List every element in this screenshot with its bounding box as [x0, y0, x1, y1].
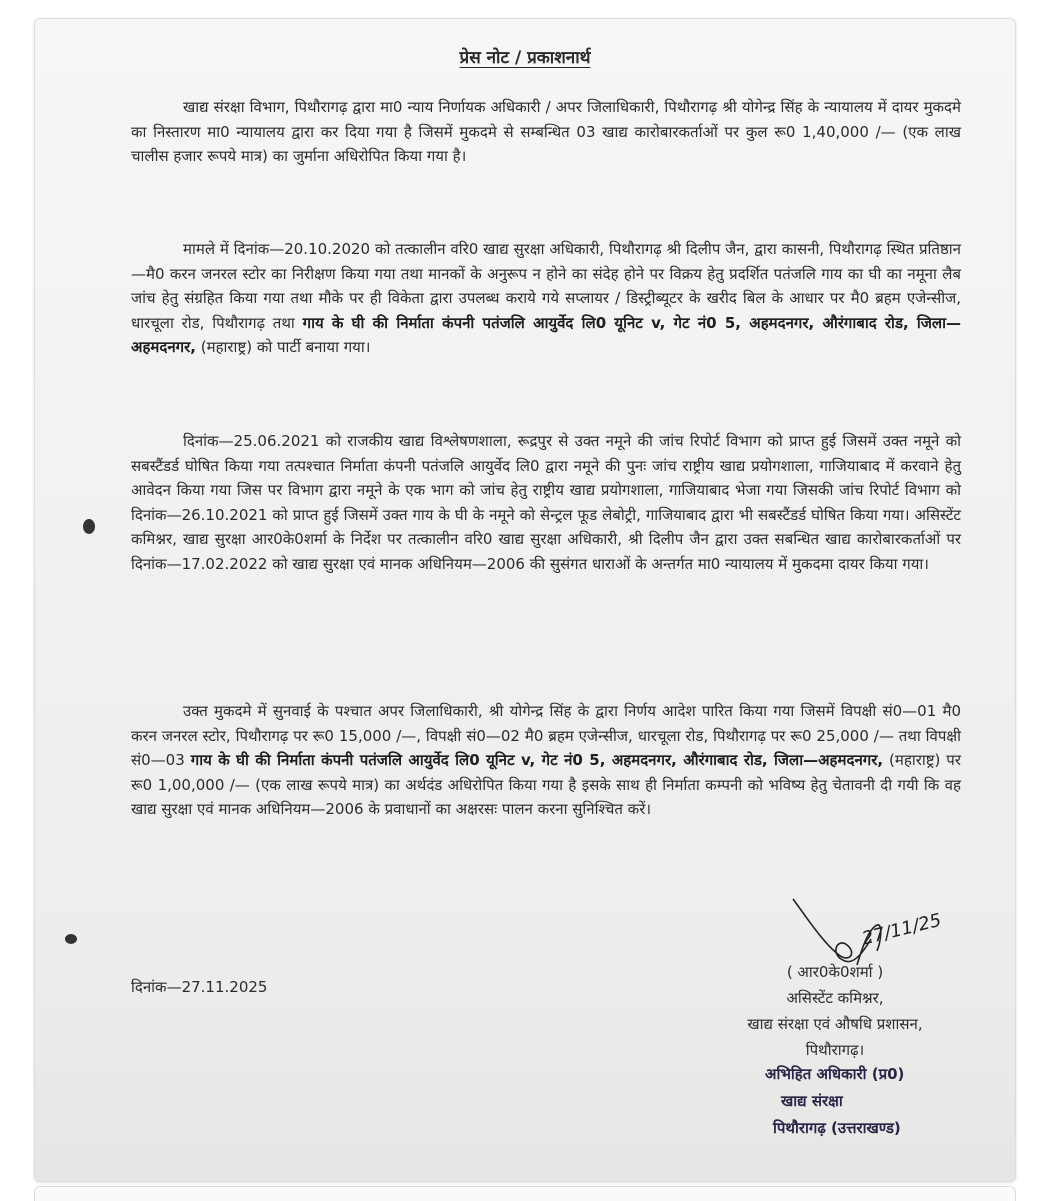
- paragraph-3: दिनांक—25.06.2021 को राजकीय खाद्य विश्लेषणशाला, रूद्रपुर से उक्त नमूने की जांच रिपोर्ट विभाग को प्राप्त हुई जिसमें उक्त नमूने को सबस्टैंडर्ड घोषित किया गया तत्पश्चात निर्माता कंपनी पतंजलि आयुर्वेद लि0 द्वारा नमूने की पुनः जांच राष्ट्रीय खाद्य प्रयोगशाला, गाजियाबाद में करवाने हेतु आवेदन किया गया जिस पर विभाग द्वारा नमूने के एक भाग को जांच हेतु राष्ट्रीय खाद्य प्रयोगशाला, गाजियाबाद भेजा गया जिसकी जांच रिपोर्ट विभाग को दिनांक—26.10.2021 को प्राप्त हुई जिसमें उक्त गाय के घी के नमूने को सेन्ट्रल फूड लेबोट्री, गाजियाबाद द्वारा भी सबस्टैंडर्ड घोषित किया गया। असिस्टेंट कमिश्नर, खाद्य सुरक्षा आर0के0शर्मा के निर्देश पर तत्कालीन वरि0 खाद्य सुरक्षा अधिकारी, श्री दिलीप जैन द्वारा उक्त सबन्धित खाद्य कारोबारकर्ताओं पर दिनांक—17.02.2022 को खाद्य सुरक्षा एवं मानक अधिनियम—2006 की सुसंगत धाराओं के अन्तर्गत मा0 न्यायालय में मुकदमा दायर किया गया।: [131, 432, 961, 573]
- signatory-place: पिथौरागढ़।: [805, 1041, 865, 1059]
- signatory-office: खाद्य संरक्षा एवं औषधि प्रशासन,: [747, 1015, 923, 1033]
- punch-hole-mark: [83, 519, 95, 534]
- signature-date-scribble: 27/11/25: [859, 909, 944, 950]
- signatory-designation: असिस्टेंट कमिश्नर,: [786, 989, 884, 1007]
- press-note-document: [34, 18, 1016, 1182]
- paragraph-4: [131, 699, 961, 822]
- signatory-name: ( आर0के0शर्मा ): [786, 963, 884, 981]
- punch-hole-mark: [65, 934, 77, 944]
- next-card-edge: [34, 1186, 1016, 1201]
- paragraph-2-bold: गाय के घी की निर्माता कंपनी पतंजलि आयुर्वेद लि0 यूनिट v, गेट नं0 5, अहमदनगर, औरंगाबाद रोड, जिला—अहमदनगर,: [131, 313, 961, 356]
- paragraph-4-text: उक्त मुकदमे में सुनवाई के पश्चात अपर जिलाधिकारी, श्री योगेन्द्र सिंह के द्वारा निर्णय आदेश पारित किया गया जिसमें विपक्षी सं0—01 मै0 करन जनरल स्टोर, पिथौरागढ़ पर रू0 15,000 /—, विपक्षी सं0—02 मै0 ब्रहम एजेन्सीज, धारचूला रोड, पिथौरागढ़ पर रू0 25,000 /— तथा विपक्षी सं0—03: [131, 702, 961, 769]
- paragraph-2-text: मामले में दिनांक—20.10.2020 को तत्कालीन वरि0 खाद्य सुरक्षा अधिकारी, पिथौरागढ़ श्री दिलीप जैन, द्वारा कासनी, पिथौरागढ़ स्थित प्रतिष्ठान—मै0 करन जनरल स्टोर का निरीक्षण किया गया तथा मानकों के अनुरूप न होने का संदेह होने पर विक्रय हेतु प्रदर्शित पतंजलि गाय का घी का नमूना लैब जांच हेतु संग्रहित किया गया तथा मौके पर ही विकेता द्वारा उपलब्ध कराये गये सप्लायर / डिस्ट्रीब्यूटर के खरीद बिल के आधार पर मै0 ब्रहम एजेन्सीज, धारचूला रोड, पिथौरागढ़ तथा: [131, 240, 961, 332]
- paragraph-2-end: (महाराष्ट्र) को पार्टी बनाया गया।: [200, 338, 371, 356]
- paragraph-2: [131, 237, 961, 360]
- signatory-block: [695, 959, 975, 1063]
- document-title: प्रेस नोट / प्रकाशनार्थ: [459, 48, 591, 68]
- paragraph-4-end: (महाराष्ट्र) पर रू0 1,00,000 /— (एक लाख रूपये मात्र) का अर्थदंड अधिरोपित किया गया है इसके साथ ही निर्माता कम्पनी को भविष्य हेतु चेतावनी दी गयी कि वह खाद्य सुरक्षा एवं मानक अधिनियम—2006 के प्रवाधानों का अक्षरसः पालन करना सुनिश्चित करें।: [131, 751, 961, 818]
- paragraph-1: खाद्य संरक्षा विभाग, पिथौरागढ़ द्वारा मा0 न्याय निर्णायक अधिकारी / अपर जिलाधिकारी, पिथौरागढ़ श्री योगेन्द्र सिंह के न्यायालय में दायर मुकदमे का निस्तारण मा0 न्यायालय द्वारा कर दिया गया है जिसमें मुकदमे से सम्बन्धित 03 खाद्य कारोबारकर्ताओं पर कुल रू0 1,40,000 /— (एक लाख चालीस हजार रूपये मात्र) का जुर्माना अधिरोपित किया गया है।: [131, 98, 961, 165]
- stamp-line-1: अभिहित अधिकारी (प्र0): [765, 1065, 905, 1083]
- document-date: दिनांक—27.11.2025: [131, 978, 268, 996]
- official-stamp: [763, 1061, 963, 1142]
- stamp-line-3: पिथौरागढ़ (उत्तराखण्ड): [773, 1119, 901, 1137]
- paragraph-4-bold: गाय के घी की निर्माता कंपनी पतंजलि आयुर्वेद लि0 यूनिट v, गेट नं0 5, अहमदनगर, औरंगाबाद रोड, जिला—अहमदनगर,: [190, 751, 884, 769]
- stamp-line-2: खाद्य संरक्षा: [781, 1092, 843, 1110]
